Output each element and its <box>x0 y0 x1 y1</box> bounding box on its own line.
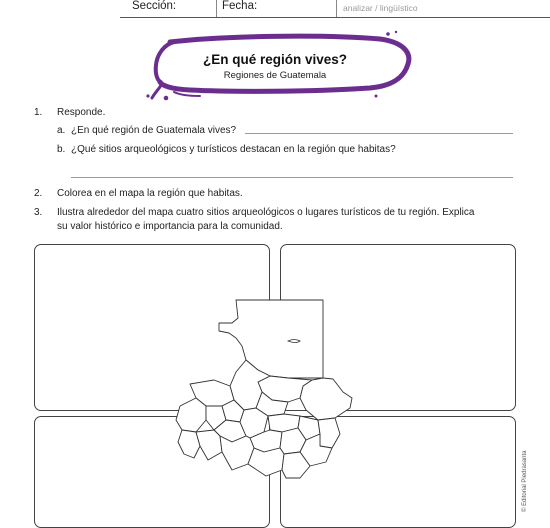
seccion-label: Sección: <box>132 0 177 12</box>
q3-text-line2: su valor histórico e importancia para la comunidad. <box>57 221 283 232</box>
skills-label: analizar / lingüístico <box>343 3 418 13</box>
q3-text-line1: Ilustra alrededor del mapa cuatro sitios arqueológicos o lugares turísticos de tu región. Explica <box>57 207 475 218</box>
fecha-label: Fecha: <box>222 0 258 12</box>
q2-text: Colorea en el mapa la región que habitas. <box>57 188 243 199</box>
publisher-credit: © Editorial Piedrasanta <box>522 450 528 512</box>
q1-text: Responde. <box>57 107 106 118</box>
q1-number: 1. <box>34 107 43 118</box>
q1a-letter: a. <box>57 125 66 136</box>
page-subtitle: Regiones de Guatemala <box>223 70 327 81</box>
q1a-text: ¿En qué región de Guatemala vives? <box>71 125 237 136</box>
q1b-text: ¿Qué sitios arqueológicos y turísticos destacan en la región que habitas? <box>71 144 396 155</box>
q3-number: 3. <box>34 207 43 218</box>
page-title: ¿En qué región vives? <box>202 52 348 67</box>
q1b-letter: b. <box>57 144 66 155</box>
q2-number: 2. <box>34 188 43 199</box>
